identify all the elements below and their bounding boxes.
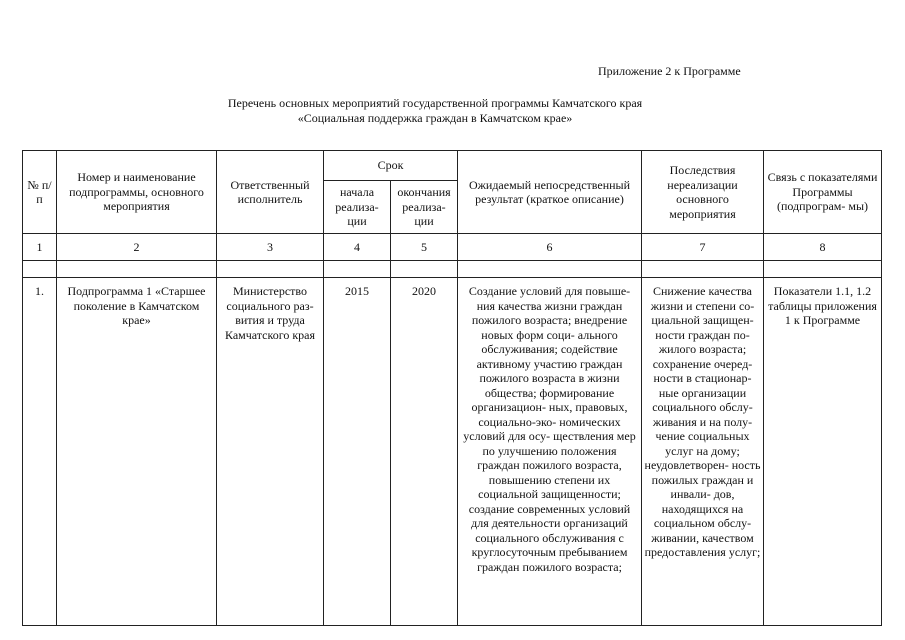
table-row: [23, 278, 882, 626]
header-result: Ожидаемый непосредственный результат (краткое описание): [458, 151, 642, 234]
row-num: 1.: [23, 278, 57, 626]
row-result: Создание условий для повыше- ния качества жизни граждан пожилого возраста; внедрение новых форм соци- ального обслуживания; содействие активному участию граждан пожилого возраста в жизни общества; формирование организацион- ных, правовых, социально-эко- номических условий для осу- ществления мер по улучшению положения граждан пожилого возраста, повышению степени их социальной защищенности; создание современных условий для деятельности организаций социального обслуживания с круглосуточным пребыванием граждан пожилого возраста;: [458, 278, 642, 626]
title-line-1: Перечень основных мероприятий государственной программы Камчатского края: [227, 96, 643, 110]
spacer-cell: [458, 261, 642, 278]
spacer-cell: [642, 261, 764, 278]
spacer-cell: [764, 261, 882, 278]
header-name: Номер и наименование подпрограммы, основного мероприятия: [57, 151, 217, 234]
header-end: окончания реализа- ции: [391, 181, 458, 234]
spacer-cell: [324, 261, 391, 278]
spacer-cell: [23, 261, 57, 278]
col-number: 6: [458, 234, 642, 261]
row-start: 2015: [324, 278, 391, 626]
row-name: Подпрограмма 1 «Старшее поколение в Камчатском крае»: [57, 278, 217, 626]
col-number: 5: [391, 234, 458, 261]
header-start: начала реализа- ции: [324, 181, 391, 234]
row-end: 2020: [391, 278, 458, 626]
header-num: № п/п: [23, 151, 57, 234]
col-number: 2: [57, 234, 217, 261]
header-executor: Ответственный исполнитель: [217, 151, 324, 234]
header-link: Связь с показателями Программы (подпрограм- мы): [764, 151, 882, 234]
title-line-2: «Социальная поддержка граждан в Камчатском крае»: [297, 111, 573, 125]
header-term: Срок: [324, 151, 458, 181]
col-number: 1: [23, 234, 57, 261]
spacer-cell: [391, 261, 458, 278]
row-consequences: Снижение качества жизни и степени со- циальной защищен- ности граждан по- жилого возраста; сохранение очеред- ности в стационар- ные организации социального обслу- живания и на полу- чение социальных услуг на дому; неудовлетворен- ность пожилых граждан и инвали- дов, находящихся на социальном обслу- живании, качеством предоставления услуг;: [642, 278, 764, 626]
col-number: 8: [764, 234, 882, 261]
col-number: 7: [642, 234, 764, 261]
document-title: [150, 96, 720, 126]
row-link: Показатели 1.1, 1.2 таблицы приложения 1 к Программе: [764, 278, 882, 626]
annex-label: Приложение 2 к Программе: [598, 64, 741, 78]
spacer-cell: [217, 261, 324, 278]
row-executor: Министерство социального раз- вития и труда Камчатского края: [217, 278, 324, 626]
spacer-cell: [57, 261, 217, 278]
measures-table: [22, 150, 882, 626]
col-number: 4: [324, 234, 391, 261]
col-number: 3: [217, 234, 324, 261]
header-consequences: Последствия нереализации основного мероприятия: [642, 151, 764, 234]
